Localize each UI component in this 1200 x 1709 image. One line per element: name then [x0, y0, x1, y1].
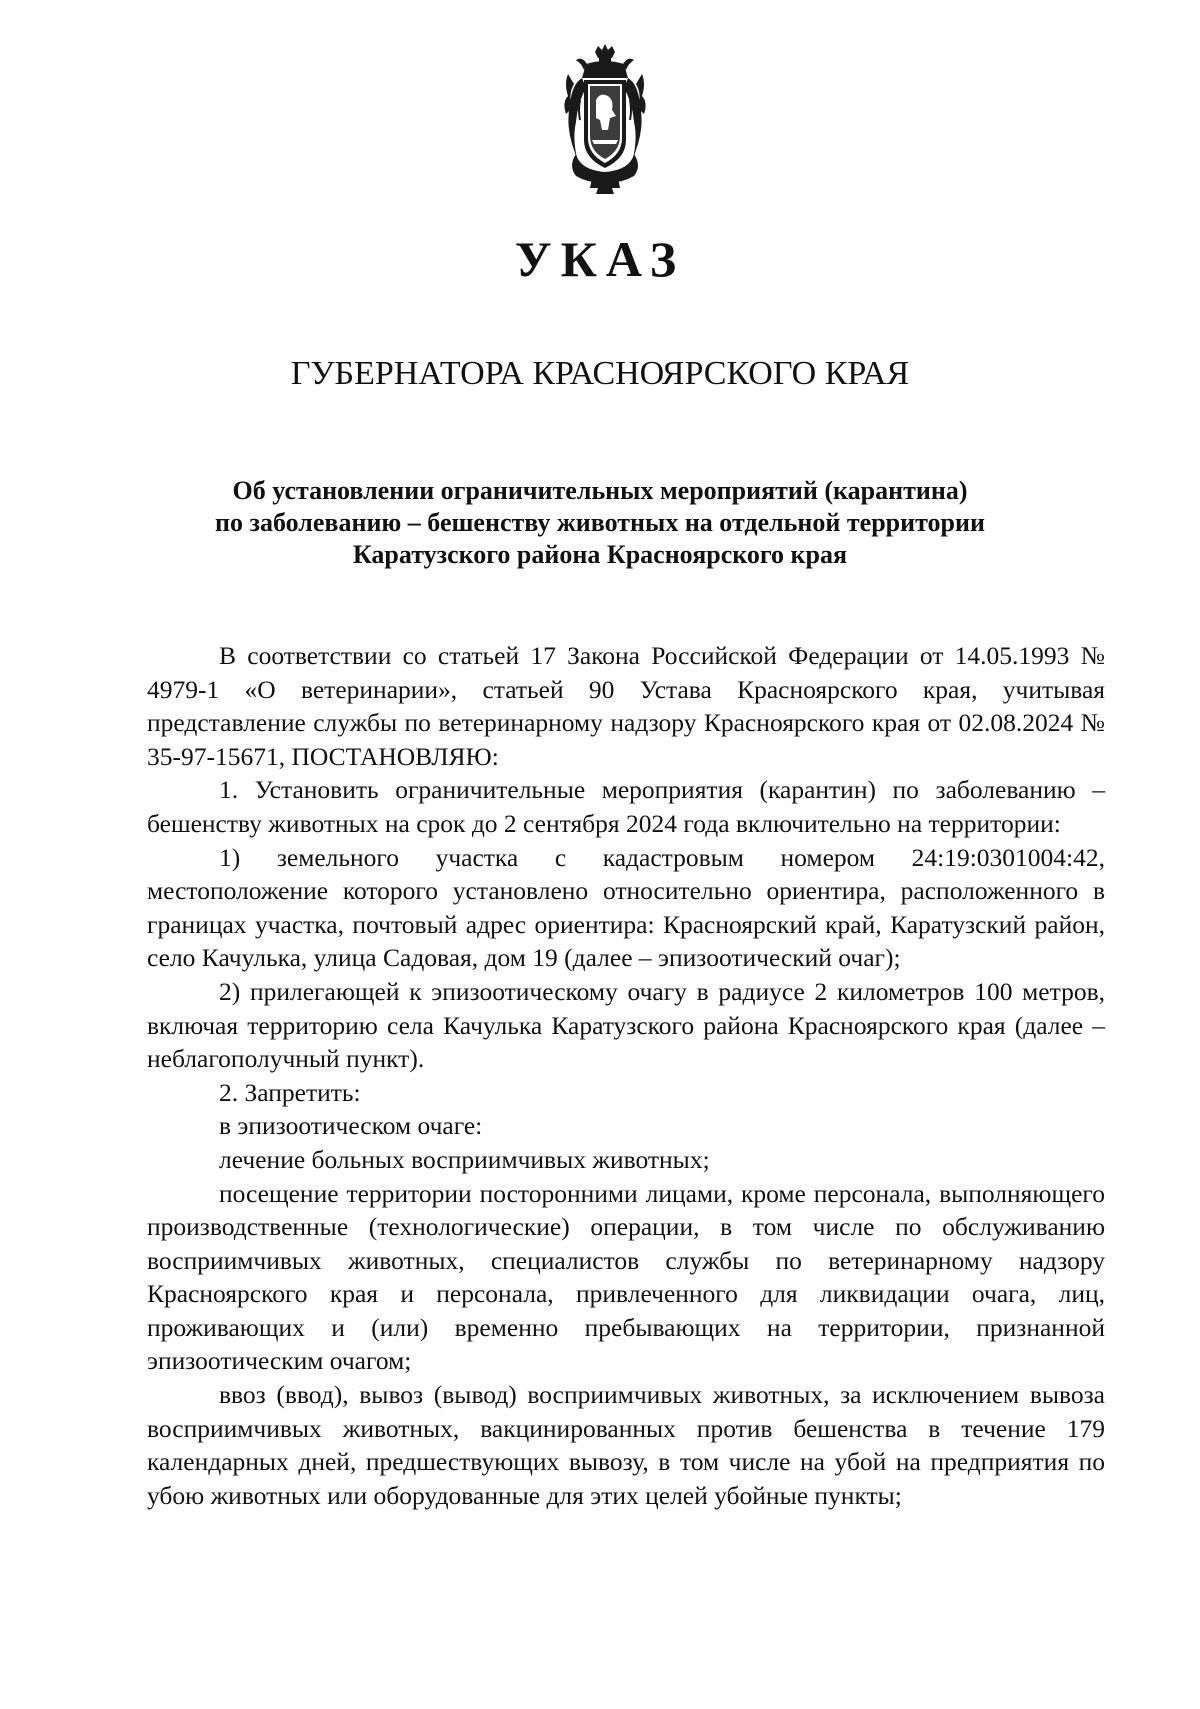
paragraph-focus-intro: в эпизоотическом очаге: [219, 1111, 483, 1141]
paragraph-prohibition-treatment: лечение больных восприимчивых животных; [219, 1144, 710, 1174]
paragraph-prohibition-visits: посещение территории посторонними лицами, кроме персонала, выполняющего производственные (технологические) операции, в том числе по обслуживанию восприимчивых животных, специалистов службы по ветеринарному надзору Красноярского края и персонала, привлеченного для ликвидации очага, лиц, проживающих и (или) временно пребывающих на территории, признанной эпизоотическим очагом; [147, 1178, 1105, 1376]
paragraph-item-1: 1. Установить ограничительные мероприятия (карантин) по заболеванию – бешенству животных на срок до 2 сентября 2024 года включительно на территории: [147, 775, 1105, 838]
heading-line: Каратузского района Красноярского края [352, 540, 848, 569]
paragraph-subitem-1: 1) земельного участка с кадастровым номером 24:19:0301004:42, местоположение которого установлено относительно ориентира, расположенного в границах участка, почтовый адрес ориентира: Красноярский край, Каратузский район, село Качулька, улица Садовая, дом 19 (далее – эпизоотический очаг); [147, 842, 1105, 973]
document-title: УКАЗ [514, 231, 686, 287]
heading-line: по заболеванию – бешенству животных на отдельной территории [215, 508, 985, 537]
krasnoyarsk-coat-of-arms-icon [562, 44, 648, 194]
heading-line: Об установлении ограничительных мероприятий (карантина) [232, 476, 968, 505]
paragraph-item-2: 2. Запретить: [219, 1077, 361, 1107]
paragraph-preamble: В соответствии со статьей 17 Закона Российской Федерации от 14.05.1993 № 4979-1 «О ветеринарии», статьей 90 Устава Красноярского края, учитывая представление службы по ветеринарному надзору Красноярского края от 02.08.2024 № 35-97-15671, ПОСТАНОВЛЯЮ: [147, 641, 1105, 771]
decree-body [147, 639, 1105, 1512]
paragraph-prohibition-transport: ввоз (ввод), вывоз (вывод) восприимчивых животных, за исключением вывоза восприимчивых животных, вакцинированных против бешенства в течение 179 календарных дней, предшествующих вывозу, в том числе на убой на предприятия по убою животных или оборудованные для этих целей убойные пункты; [147, 1380, 1105, 1510]
document-issuer: ГУБЕРНАТОРА КРАСНОЯРСКОГО КРАЯ [290, 355, 910, 392]
paragraph-subitem-2: 2) прилегающей к эпизоотическому очагу в радиусе 2 километров 100 метров, включая территорию села Качулька Каратузского района Красноярского края (далее – неблагополучный пункт). [147, 976, 1105, 1074]
decree-heading [140, 475, 1060, 571]
